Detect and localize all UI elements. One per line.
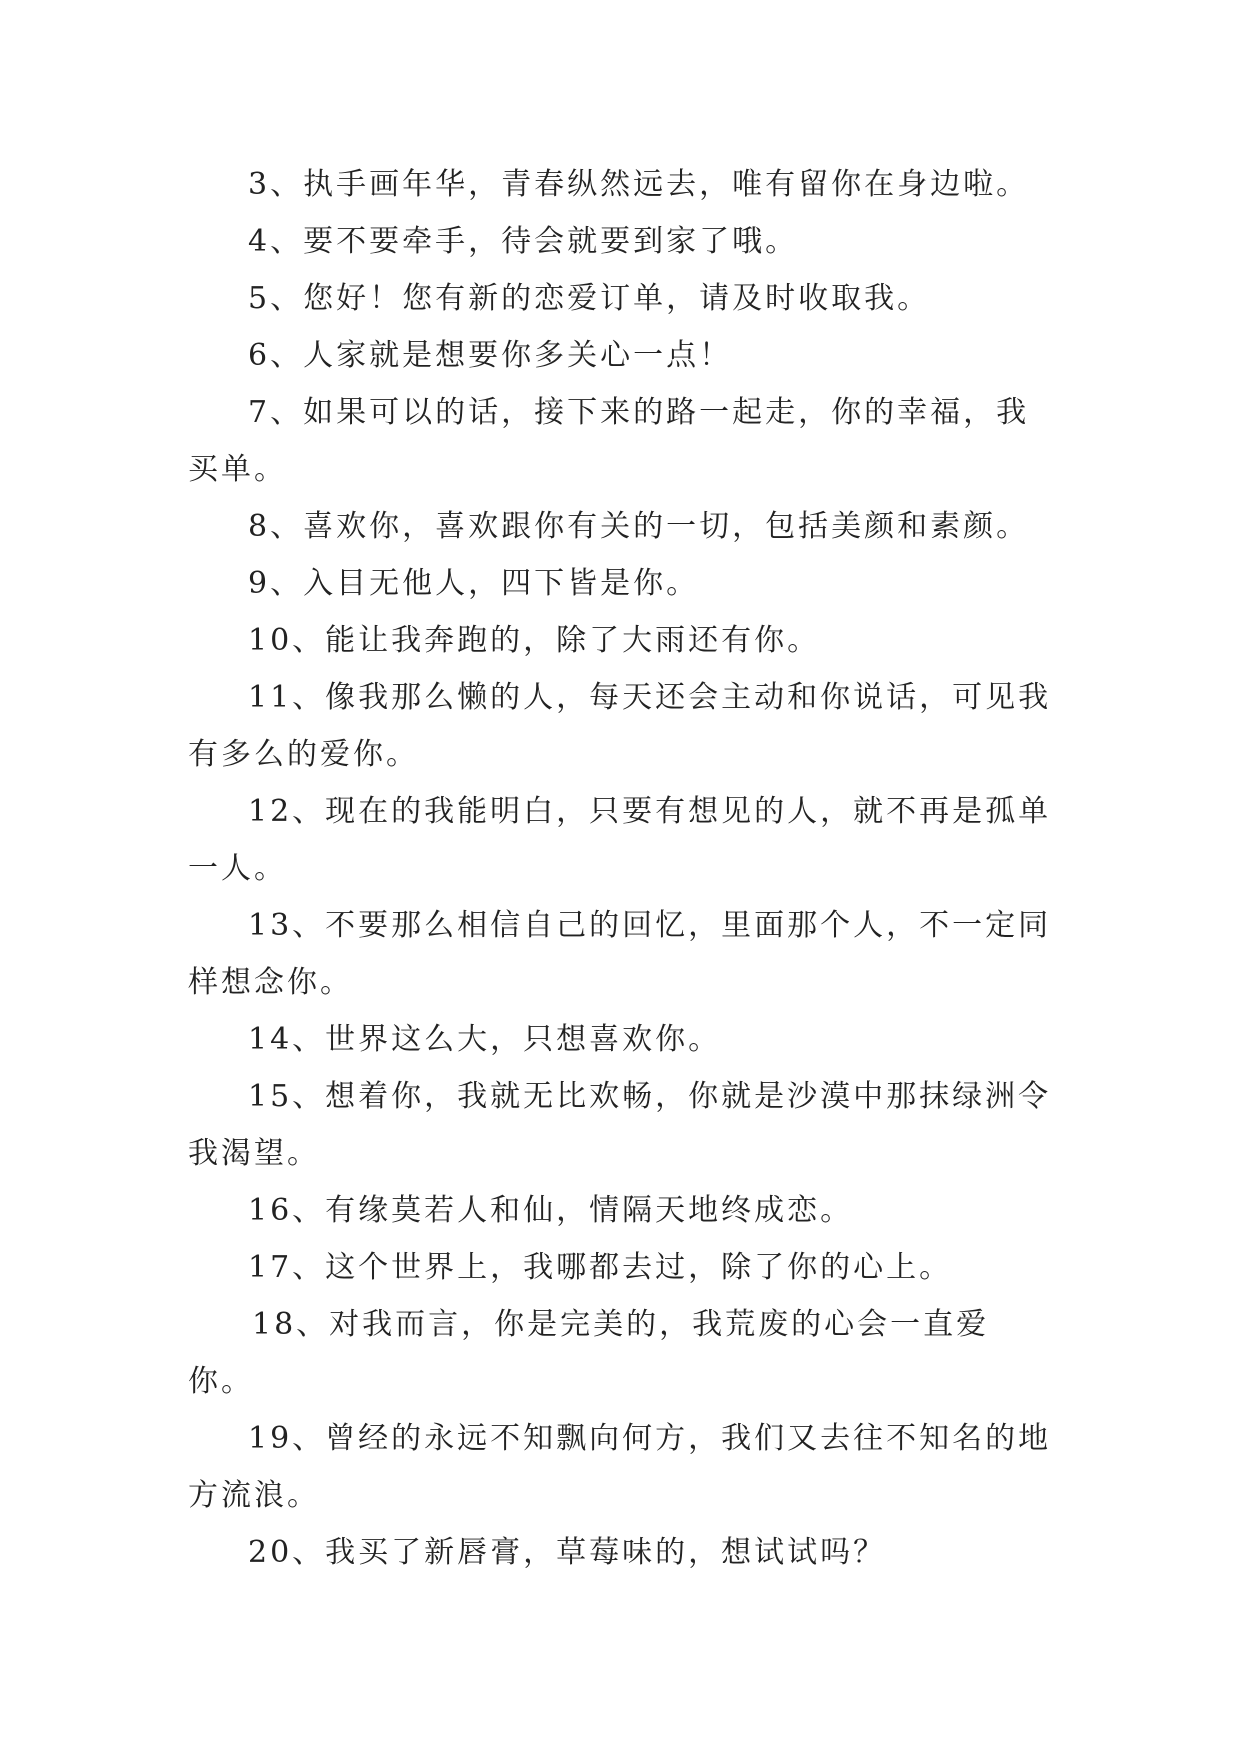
document-body bbox=[188, 156, 1052, 1581]
paragraph-4: 4、要不要牵手，待会就要到家了哦。 bbox=[248, 224, 799, 259]
paragraph-20: 20、我买了新唇膏，草莓味的，想试试吗？ bbox=[248, 1535, 887, 1570]
paragraph-10: 10、能让我奔跑的，除了大雨还有你。 bbox=[248, 623, 821, 658]
paragraph-3: 3、执手画年华，青春纵然远去，唯有留你在身边啦。 bbox=[248, 167, 1030, 202]
paragraph-11: 11、像我那么懒的人，每天还会主动和你说话，可见我有多么的爱你。 bbox=[188, 680, 1052, 772]
paragraph-5: 5、您好！您有新的恋爱订单，请及时收取我。 bbox=[248, 281, 931, 316]
paragraph-16: 16、有缘莫若人和仙，情隔天地终成恋。 bbox=[248, 1193, 854, 1228]
paragraph-18: 18、对我而言，你是完美的，我荒废的心会一直爱你。 bbox=[188, 1307, 990, 1399]
paragraph-19: 19、曾经的永远不知飘向何方，我们又去往不知名的地方流浪。 bbox=[188, 1421, 1052, 1513]
paragraph-9: 9、入目无他人，四下皆是你。 bbox=[248, 566, 700, 601]
paragraph-17: 17、这个世界上，我哪都去过，除了你的心上。 bbox=[248, 1250, 953, 1285]
paragraph-6: 6、人家就是想要你多关心一点！ bbox=[248, 338, 733, 373]
paragraph-14: 14、世界这么大，只想喜欢你。 bbox=[248, 1022, 722, 1057]
paragraph-8: 8、喜欢你，喜欢跟你有关的一切，包括美颜和素颜。 bbox=[248, 509, 1030, 544]
paragraph-13: 13、不要那么相信自己的回忆，里面那个人，不一定同样想念你。 bbox=[188, 908, 1052, 1000]
paragraph-12: 12、现在的我能明白，只要有想见的人，就不再是孤单一人。 bbox=[188, 794, 1052, 886]
paragraph-15: 15、想着你，我就无比欢畅，你就是沙漠中那抹绿洲令我渴望。 bbox=[188, 1079, 1052, 1171]
paragraph-7: 7、如果可以的话，接下来的路一起走，你的幸福，我买单。 bbox=[188, 395, 1030, 487]
